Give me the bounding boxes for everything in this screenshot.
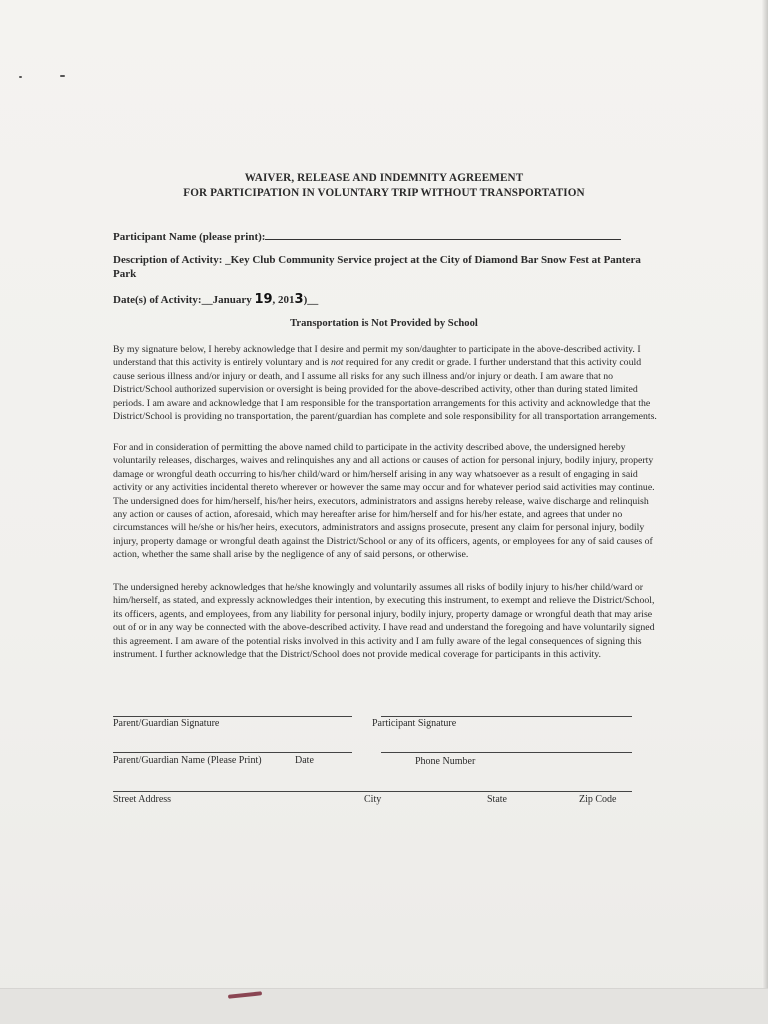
scan-speck	[19, 76, 22, 78]
zip-code-label: Zip Code	[579, 794, 617, 805]
activity-dates-field	[113, 292, 318, 307]
participant-signature-line[interactable]	[381, 716, 632, 717]
paragraph-release: For and in consideration of permitting the above named child to participate in the activity described above, the undersigned hereby voluntarily releases, discharges, waives and relinquishes any and all actions or causes of action for personal injury, bodily injury, property damage or wrongful death occurring to his/her child/ward or him/herself arising in any way whatsoever as a result of engaging in said activity or any activities incidental thereto wherever or however the same may occur and for whatever period said activities may continue. The undersigned does for him/herself, his/her heirs, executors, administrators and assigns hereby release, waive discharge and relinquish any action or causes of action, aforesaid, which may hereafter arise for him/herself and for his/her estate, and agrees that under no circumstances will he/she or his/her heirs, executors, administrators and assigns prosecute, present any claim for personal injury, bodily injury, property damage or wrongful death against the District/School or any of its officers, agents, or employees for any of said causes of action, whether the same shall arise by the negligence of any of said persons, or otherwise.	[113, 442, 655, 561]
parent-name-label: Parent/Guardian Name (Please Print)	[113, 755, 262, 766]
participant-name-label: Participant Name (please print):	[113, 231, 266, 243]
state-label: State	[487, 794, 507, 805]
parent-name-line[interactable]	[113, 752, 352, 753]
phone-line[interactable]	[381, 752, 632, 753]
parent-signature-label: Parent/Guardian Signature	[113, 718, 220, 729]
scan-speck	[60, 75, 65, 77]
transportation-subheading: Transportation is Not Provided by School	[290, 318, 478, 329]
activity-description	[113, 254, 641, 266]
paragraph-acknowledgement	[113, 343, 658, 423]
handwritten-day: 19	[254, 292, 273, 307]
phone-label: Phone Number	[415, 756, 476, 767]
activity-label: Description of Activity:	[113, 254, 223, 266]
participant-signature-label: Participant Signature	[372, 718, 457, 729]
participant-name-blank[interactable]	[265, 229, 621, 240]
dates-suffix: )__	[303, 294, 319, 306]
p1-text-a: By my signature below, I hereby acknowledge that I desire and permit my son/daughter to participate in the above-described activity. I understand that this activity is entirely voluntary and is	[113, 344, 641, 369]
address-line[interactable]	[113, 791, 632, 792]
p1-emphasis: not	[330, 357, 344, 369]
p1-text-b: required for any credit or grade. I further understand that this activity could cause serious illness and/or injury or death, and I assume all risks for any such illness and/or injury or death. I am aware that no District/School authorized supervision or oversight is being provided for the above-described activity, other than during stated limited periods. I am aware and acknowledge that I am responsible for the transportation arrangements for this activity and acknowledge that the District/School is providing no transportation, the parent/guardian has complete and sole responsibility for all transportation arrangements.	[113, 357, 657, 423]
city-label: City	[364, 794, 382, 805]
street-address-label: Street Address	[113, 794, 172, 805]
handwritten-year: 3	[294, 292, 304, 307]
paragraph-assumption-of-risk: The undersigned hereby acknowledges that he/she knowingly and voluntarily assumes all risks of bodily injury to his/her child/ward or him/herself, as stated, and expressly acknowledges their intention, by executing this instrument, to exempt and relieve the District/School, its officers, agents, and employees, from any liability for personal injury, bodily injury, property damage or wrongful death that may arise out of or in any way be connected with the above-described activity. I have read and understand the foregoing and have voluntarily signed this agreement. I am aware of the potential risks involved in this activity and I am fully aware of the legal consequences of signing this instrument. I further acknowledge that the District/School does not provide medical coverage for participants in this activity.	[113, 582, 655, 661]
parent-signature-line[interactable]	[113, 716, 352, 717]
document-title-line1: WAIVER, RELEASE AND INDEMNITY AGREEMENT	[244, 172, 524, 184]
page-edge-shadow	[762, 0, 768, 1024]
activity-value-line2: Park	[113, 268, 137, 280]
dates-middle: , 201	[272, 294, 295, 306]
document-title-line2: FOR PARTICIPATION IN VOLUNTARY TRIP WITHOUT TRANSPORTATION	[183, 187, 585, 199]
dates-label: Date(s) of Activity:__January	[113, 294, 255, 306]
scan-bottom-edge	[0, 988, 768, 1024]
date-label: Date	[295, 755, 314, 766]
participant-name-field	[113, 229, 621, 243]
activity-value-line1: _Key Club Community Service project at the City of Diamond Bar Snow Fest at Pantera	[225, 254, 641, 266]
